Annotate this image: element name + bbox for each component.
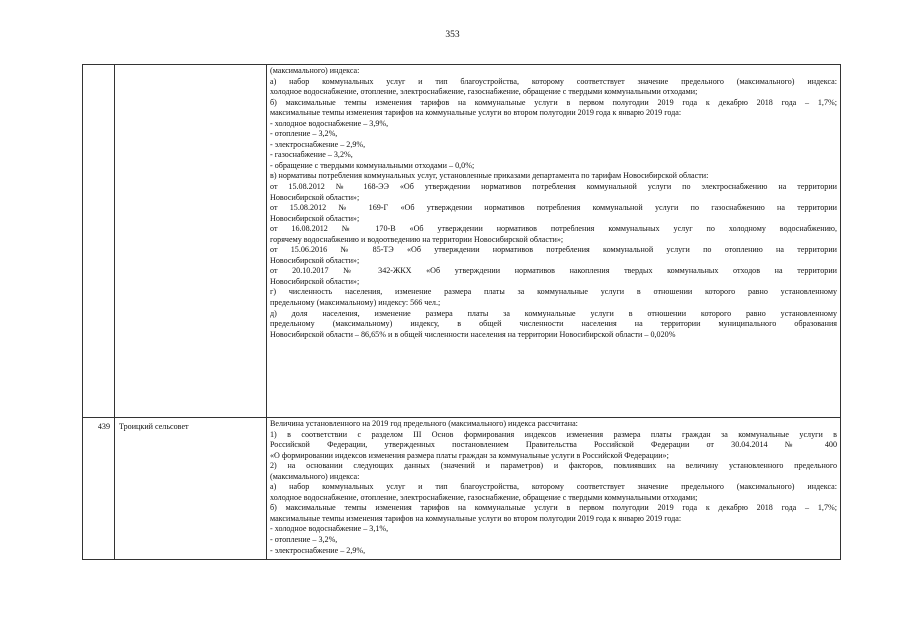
text-line: предельному (максимальному) индексу: 566 чел.; (270, 298, 441, 308)
text-line: - отопление – 3,2%, (270, 535, 338, 545)
text-line: б) максимальные темпы изменения тарифов на коммунальные услуги в первом полугодии 2019 года к декабрю 2018 года – 1,7%; (270, 97, 837, 107)
row-number-cell (83, 65, 115, 418)
indices-table (82, 64, 841, 560)
page-number: 353 (445, 30, 460, 40)
text-line: а) набор коммунальных услуг и тип благоустройства, которому соответствует значение предельного (максимального) индекса: (270, 76, 837, 86)
text-line: в) нормативы потребления коммунальных услуг, установленные приказами департамента по тарифам Новосибирской области: (270, 171, 709, 181)
text-line: от 15.08.2012 № 168-ЭЭ «Об утверждении нормативов потребления коммунальной услуги по электроснабжению на территории (270, 182, 837, 192)
municipality-name-cell (115, 65, 267, 418)
text-line: - отопление – 3,2%, (270, 129, 338, 139)
text-line: - холодное водоснабжение – 3,9%, (270, 118, 389, 128)
text-line: предельному (максимальному) индексу, в общей численности населения на территории муниципального образования (270, 319, 837, 329)
text-line: - электроснабжение – 2,9%, (270, 139, 366, 149)
text-line: от 15.08.2012 № 169-Г «Об утверждении нормативов потребления коммунальной услуги по газоснабжению на территории (270, 203, 837, 213)
text-line: холодное водоснабжение, отопление, электроснабжение, газоснабжение, обращение с твердыми коммунальными отходами; (270, 87, 698, 97)
text-line: Новосибирской области – 86,65% и в общей численности населения на территории Новосибирской области – 0,020% (270, 329, 676, 339)
text-line: Новосибирской области»; (270, 276, 360, 286)
text-line: - газоснабжение – 3,2%, (270, 150, 353, 160)
description-cell (267, 65, 841, 418)
text-line: «О формировании индексов изменения размера платы граждан за коммунальные услуги в Российской Федерации»; (270, 450, 669, 460)
table-row (83, 65, 841, 418)
text-line: а) набор коммунальных услуг и тип благоустройства, которому соответствует значение предельного (максимального) индекса: (270, 482, 837, 492)
text-line: д) доля населения, изменение размера платы за коммунальные услуги в отношении которого равно установленному (270, 308, 837, 318)
text-line: максимальные темпы изменения тарифов на коммунальные услуги во втором полугодии 2019 года к январю 2019 года: (270, 513, 682, 523)
text-line: 2) на основании следующих данных (значений и параметров) и факторов, повлиявших на величину установленного предельного (270, 461, 837, 471)
description-cell (267, 418, 841, 560)
text-line: (максимального) индекса: (270, 66, 360, 75)
text-line: от 16.08.2012 № 170-В «Об утверждении нормативов потребления коммунальных услуг по холодному водоснабжению, (270, 224, 837, 234)
text-line: горячему водоснабжению и водоотведению на территории Новосибирской области»; (270, 234, 564, 244)
text-line: - холодное водоснабжение – 3,1%, (270, 524, 389, 534)
text-line: Новосибирской области»; (270, 255, 360, 265)
row-number-cell: 439 (83, 418, 115, 560)
municipality-name-cell: Троицкий сельсовет (115, 418, 267, 560)
text-line: Российской Федерации, утвержденных постановлением Правительства Российской Федерации от 30.04.2014 № 400 (270, 440, 837, 450)
text-line: (максимального) индекса: (270, 471, 360, 481)
text-line: от 15.06.2016 № 85-ТЭ «Об утверждении нормативов потребления коммунальной услуги по отоплению на территории (270, 245, 837, 255)
text-line: от 20.10.2017 № 342-ЖКХ «Об утверждении нормативов накопления твердых коммунальных отходов на территории (270, 266, 837, 276)
text-line: Новосибирской области»; (270, 192, 360, 202)
text-line: максимальные темпы изменения тарифов на коммунальные услуги во втором полугодии 2019 года к январю 2019 года: (270, 108, 682, 118)
text-line: 1) в соответствии с разделом III Основ формирования индексов изменения размера платы граждан за коммунальные услуги в (270, 429, 837, 439)
text-line: холодное водоснабжение, отопление, электроснабжение, газоснабжение, обращение с твердыми коммунальными отходами; (270, 492, 698, 502)
text-line: Новосибирской области»; (270, 213, 360, 223)
text-line: - электроснабжение – 2,9%, (270, 545, 366, 555)
table-row (83, 418, 841, 560)
text-line: б) максимальные темпы изменения тарифов на коммунальные услуги в первом полугодии 2019 года к декабрю 2018 года – 1,7%; (270, 503, 837, 513)
text-line: г) численность населения, изменение размера платы за коммунальные услуги в отношении которого равно установленному (270, 287, 837, 297)
text-line: Величина установленного на 2019 год предельного (максимального) индекса рассчитана: (270, 419, 578, 428)
text-line: - обращение с твердыми коммунальными отходами – 0,0%; (270, 160, 475, 170)
